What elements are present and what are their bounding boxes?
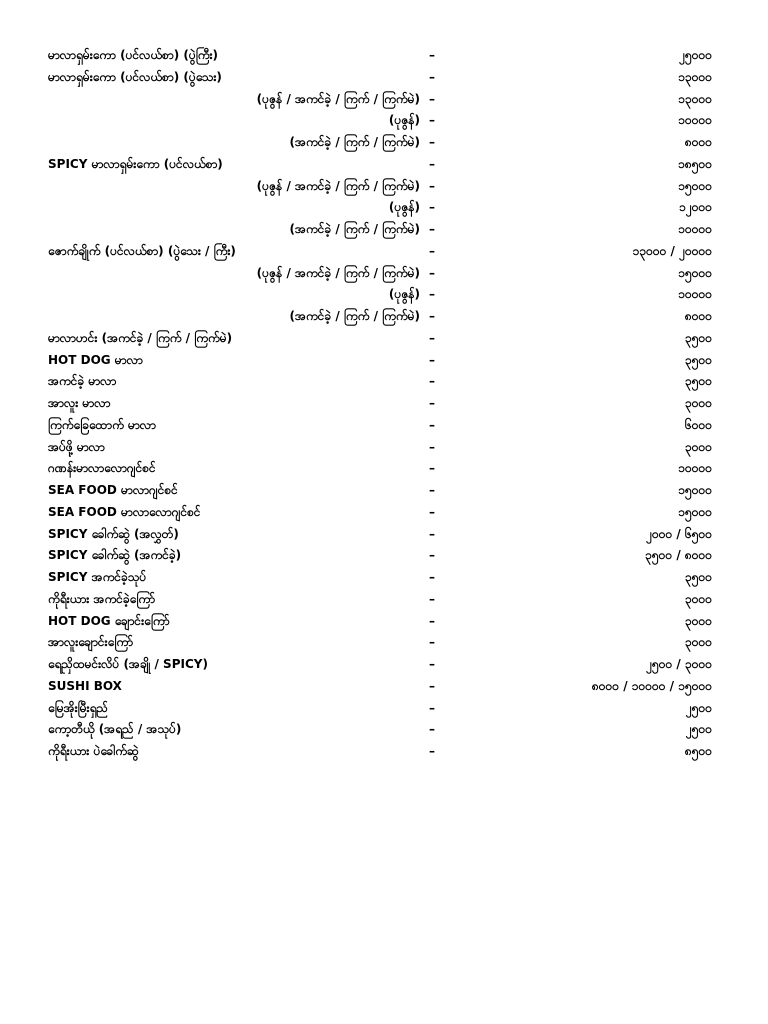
menu-item-separator: – [429,48,435,62]
menu-item-name: မာလာဟင်း (အကင်ခဲ့ / ကြက် / ကြက်မဲ) [48,330,233,345]
menu-item-option: (အကင်ခဲ့ / ကြက် / ကြက်မဲ) [289,135,420,149]
menu-item-separator: – [429,657,435,671]
menu-item-separator: – [429,548,435,563]
menu-item-name: ဇောက်ချိုက် (ပင်လယ်စာ) (ပွဲသေး / ကြီး) [48,243,236,258]
menu-item [0,544,768,566]
menu-item-separator: – [429,113,435,128]
menu-item-price: ၃၅၀၀ [685,330,712,345]
menu-item-name: မြေအိုးမြီးရှည် [48,700,109,715]
menu-item-price: ၃၅၀၀ [685,352,712,367]
menu-item-price: ၆၀၀၀ [685,417,712,432]
menu-item-separator: – [429,591,435,606]
menu-item-name: ရေညှိထမင်းလိပ် (အချို / SPICY) [48,657,208,671]
menu-item [0,436,768,458]
menu-item-separator: – [429,156,435,171]
menu-item-separator: – [429,483,435,497]
menu-item-separator: – [429,222,435,236]
menu-item [0,675,768,697]
menu-item-name: အာလူးချောင်းကြော် [48,635,134,650]
menu-item [0,88,768,110]
menu-item [0,153,768,175]
menu-item [0,109,768,131]
menu-item-price: ၃၀၀၀ [685,613,712,628]
menu-item-option: (အကင်ခဲ့ / ကြက် / ကြက်မဲ) [289,309,420,323]
menu-item-separator: – [429,287,435,302]
menu-item-price: ၁၂၀၀၀ [679,200,712,215]
menu-item-separator: – [429,570,435,584]
menu-item-separator: – [429,635,435,650]
menu-item-name: အကင်ခဲ့ မာလာ [48,374,117,389]
menu-item-option: (ပုဇွန် / အကင်ခဲ့ / ကြက် / ကြက်မဲ) [256,91,420,106]
menu-item [0,283,768,305]
menu-item-name: SPICY ခေါက်ဆွဲ (အလွှတ်) [48,526,179,541]
menu-item-name: အာလူး မာလာ [48,396,111,410]
menu-item-separator: – [429,374,435,389]
menu-item-separator: – [429,439,435,454]
menu-item-separator: – [429,722,435,737]
menu-item-price: ၈၀၀၀ [684,309,712,323]
menu-item-name: ဂဏန်းမာလာလောဂျင်စင် [48,461,156,476]
menu-item-price: ၁၈၅၀၀ [678,156,712,171]
menu-item-separator: – [429,700,435,715]
menu-item-price: ၂၀၀၀ / ၆၅၀၀ [646,526,712,541]
menu-item-separator: – [429,526,435,541]
menu-item [0,44,768,66]
menu-item-price: ၃၀၀၀ [685,635,712,650]
menu-item-separator: – [429,613,435,628]
menu-item-name: SPICY ခေါက်ဆွဲ (အကင်ခဲ့) [48,548,182,563]
menu-item [0,196,768,218]
menu-item [0,218,768,240]
menu-item-separator: – [429,330,435,345]
menu-item-separator: – [429,504,435,519]
menu-item-price: ၂၅၀၀၀ [679,48,712,62]
menu-item-price: ၁၃၀၀၀ [678,91,712,106]
menu-item-separator: – [429,417,435,432]
menu-item-option: (ပုဇွန် / အကင်ခဲ့ / ကြက် / ကြက်မဲ) [256,178,420,193]
menu-item [0,566,768,588]
menu-item-separator: – [429,135,435,149]
menu-item [0,653,768,675]
menu-item-separator: – [429,91,435,106]
menu-item [0,697,768,719]
menu-item [0,370,768,392]
menu-item-price: ၁၅၀၀၀ [678,483,712,497]
menu-item [0,305,768,327]
menu-item-option: (ပုဇွန်) [388,200,420,215]
menu-item-price: ၈၀၀၀ [684,135,712,149]
menu-item-price: ၁၅၀၀၀ [678,265,712,280]
menu-item-price: ၈၅၀၀ [684,744,712,758]
menu-list [0,44,768,762]
menu-item-price: ၁၅၀၀၀ [678,178,712,193]
menu-item [0,414,768,436]
menu-item [0,262,768,284]
menu-item-separator: – [429,678,435,693]
menu-item-name: SPICY မာလာရှမ်းကော (ပင်လယ်စာ) [48,156,223,171]
menu-item [0,631,768,653]
menu-item-separator: – [429,200,435,215]
menu-item-name: SUSHI BOX [48,678,122,693]
menu-item-separator: – [429,461,435,476]
menu-item-option: (ပုဇွန် / အကင်ခဲ့ / ကြက် / ကြက်မဲ) [256,265,420,280]
menu-item-separator: – [429,265,435,280]
menu-item-separator: – [429,744,435,758]
menu-item-price: ၃၀၀၀ [685,591,712,606]
menu-item-price: ၁၅၀၀၀ [678,504,712,519]
menu-item-name: ကိုရီးယား ပဲခေါက်ဆွဲ [48,744,139,758]
menu-item-name: မာလာရှမ်းကော (ပင်လယ်စာ) (ပွဲကြီး) [48,48,218,62]
menu-item-separator: – [429,396,435,410]
menu-item [0,131,768,153]
menu-item [0,610,768,632]
menu-item-price: ၂၅၀၀ [685,722,712,737]
menu-item [0,240,768,262]
menu-item-price: ၁၀၀၀၀ [678,113,712,128]
menu-item-price: ၈၀၀၀ / ၁၀၀၀၀ / ၁၅၀၀၀ [591,678,712,693]
menu-item-price: ၃၀၀၀ [685,396,712,410]
menu-item-price: ၁၃၀၀၀ / ၂၀၀၀၀ [632,243,712,258]
menu-item-separator: – [429,69,435,84]
menu-item-separator: – [429,178,435,193]
menu-item-name: HOT DOG မာလာ [48,352,143,367]
menu-item-name: မာလာရှမ်းကော (ပင်လယ်စာ) (ပွဲသေး) [48,69,222,84]
menu-item-price: ၂၅၀၀ / ၃၀၀၀ [646,657,712,671]
menu-item [0,588,768,610]
menu-item-name: SEA FOOD မာလာလောဂျင်စင် [48,504,201,519]
menu-item [0,718,768,740]
menu-item-price: ၁၀၀၀၀ [678,461,712,476]
menu-item [0,457,768,479]
menu-item-separator: – [429,309,435,323]
menu-item-price: ၃၅၀၀ / ၈၀၀၀ [645,548,712,563]
menu-item [0,175,768,197]
menu-item-name: SEA FOOD မာလာဂျင်စင် [48,483,178,497]
menu-item [0,392,768,414]
menu-item [0,501,768,523]
menu-item-option: (ပုဇွန်) [388,113,420,128]
menu-item-name: ကော့တီယို (အရည် / အသုပ်) [48,722,182,737]
menu-item-price: ၂၅၀၀ [685,700,712,715]
menu-item-name: SPICY အကင်ခဲ့သုပ် [48,570,147,584]
menu-item-price: ၃၅၀၀ [685,570,712,584]
menu-item-name: ကိုရီးယား အကင်ခဲ့ကြော် [48,591,156,606]
menu-item-option: (ပုဇွန်) [388,287,420,302]
menu-item [0,523,768,545]
menu-item-price: ၃၀၀၀ [685,439,712,454]
menu-item-price: ၃၅၀၀ [685,374,712,389]
menu-item-price: ၁၀၀၀၀ [678,222,712,236]
menu-item [0,740,768,762]
menu-item-separator: – [429,243,435,258]
menu-item-name: အပ်ဖို့ မာလာ [48,439,105,454]
menu-item-option: (အကင်ခဲ့ / ကြက် / ကြက်မဲ) [289,222,420,236]
menu-item [0,479,768,501]
menu-item [0,349,768,371]
menu-item-separator: – [429,352,435,367]
menu-item-price: ၁၃၀၀၀ [678,69,712,84]
menu-item-name: HOT DOG ချောင်းကြော် [48,613,170,628]
menu-item [0,327,768,349]
menu-item-name: ကြက်ခြေထောက် မာလာ [48,417,156,432]
menu-item-price: ၁၀၀၀၀ [678,287,712,302]
menu-item [0,66,768,88]
